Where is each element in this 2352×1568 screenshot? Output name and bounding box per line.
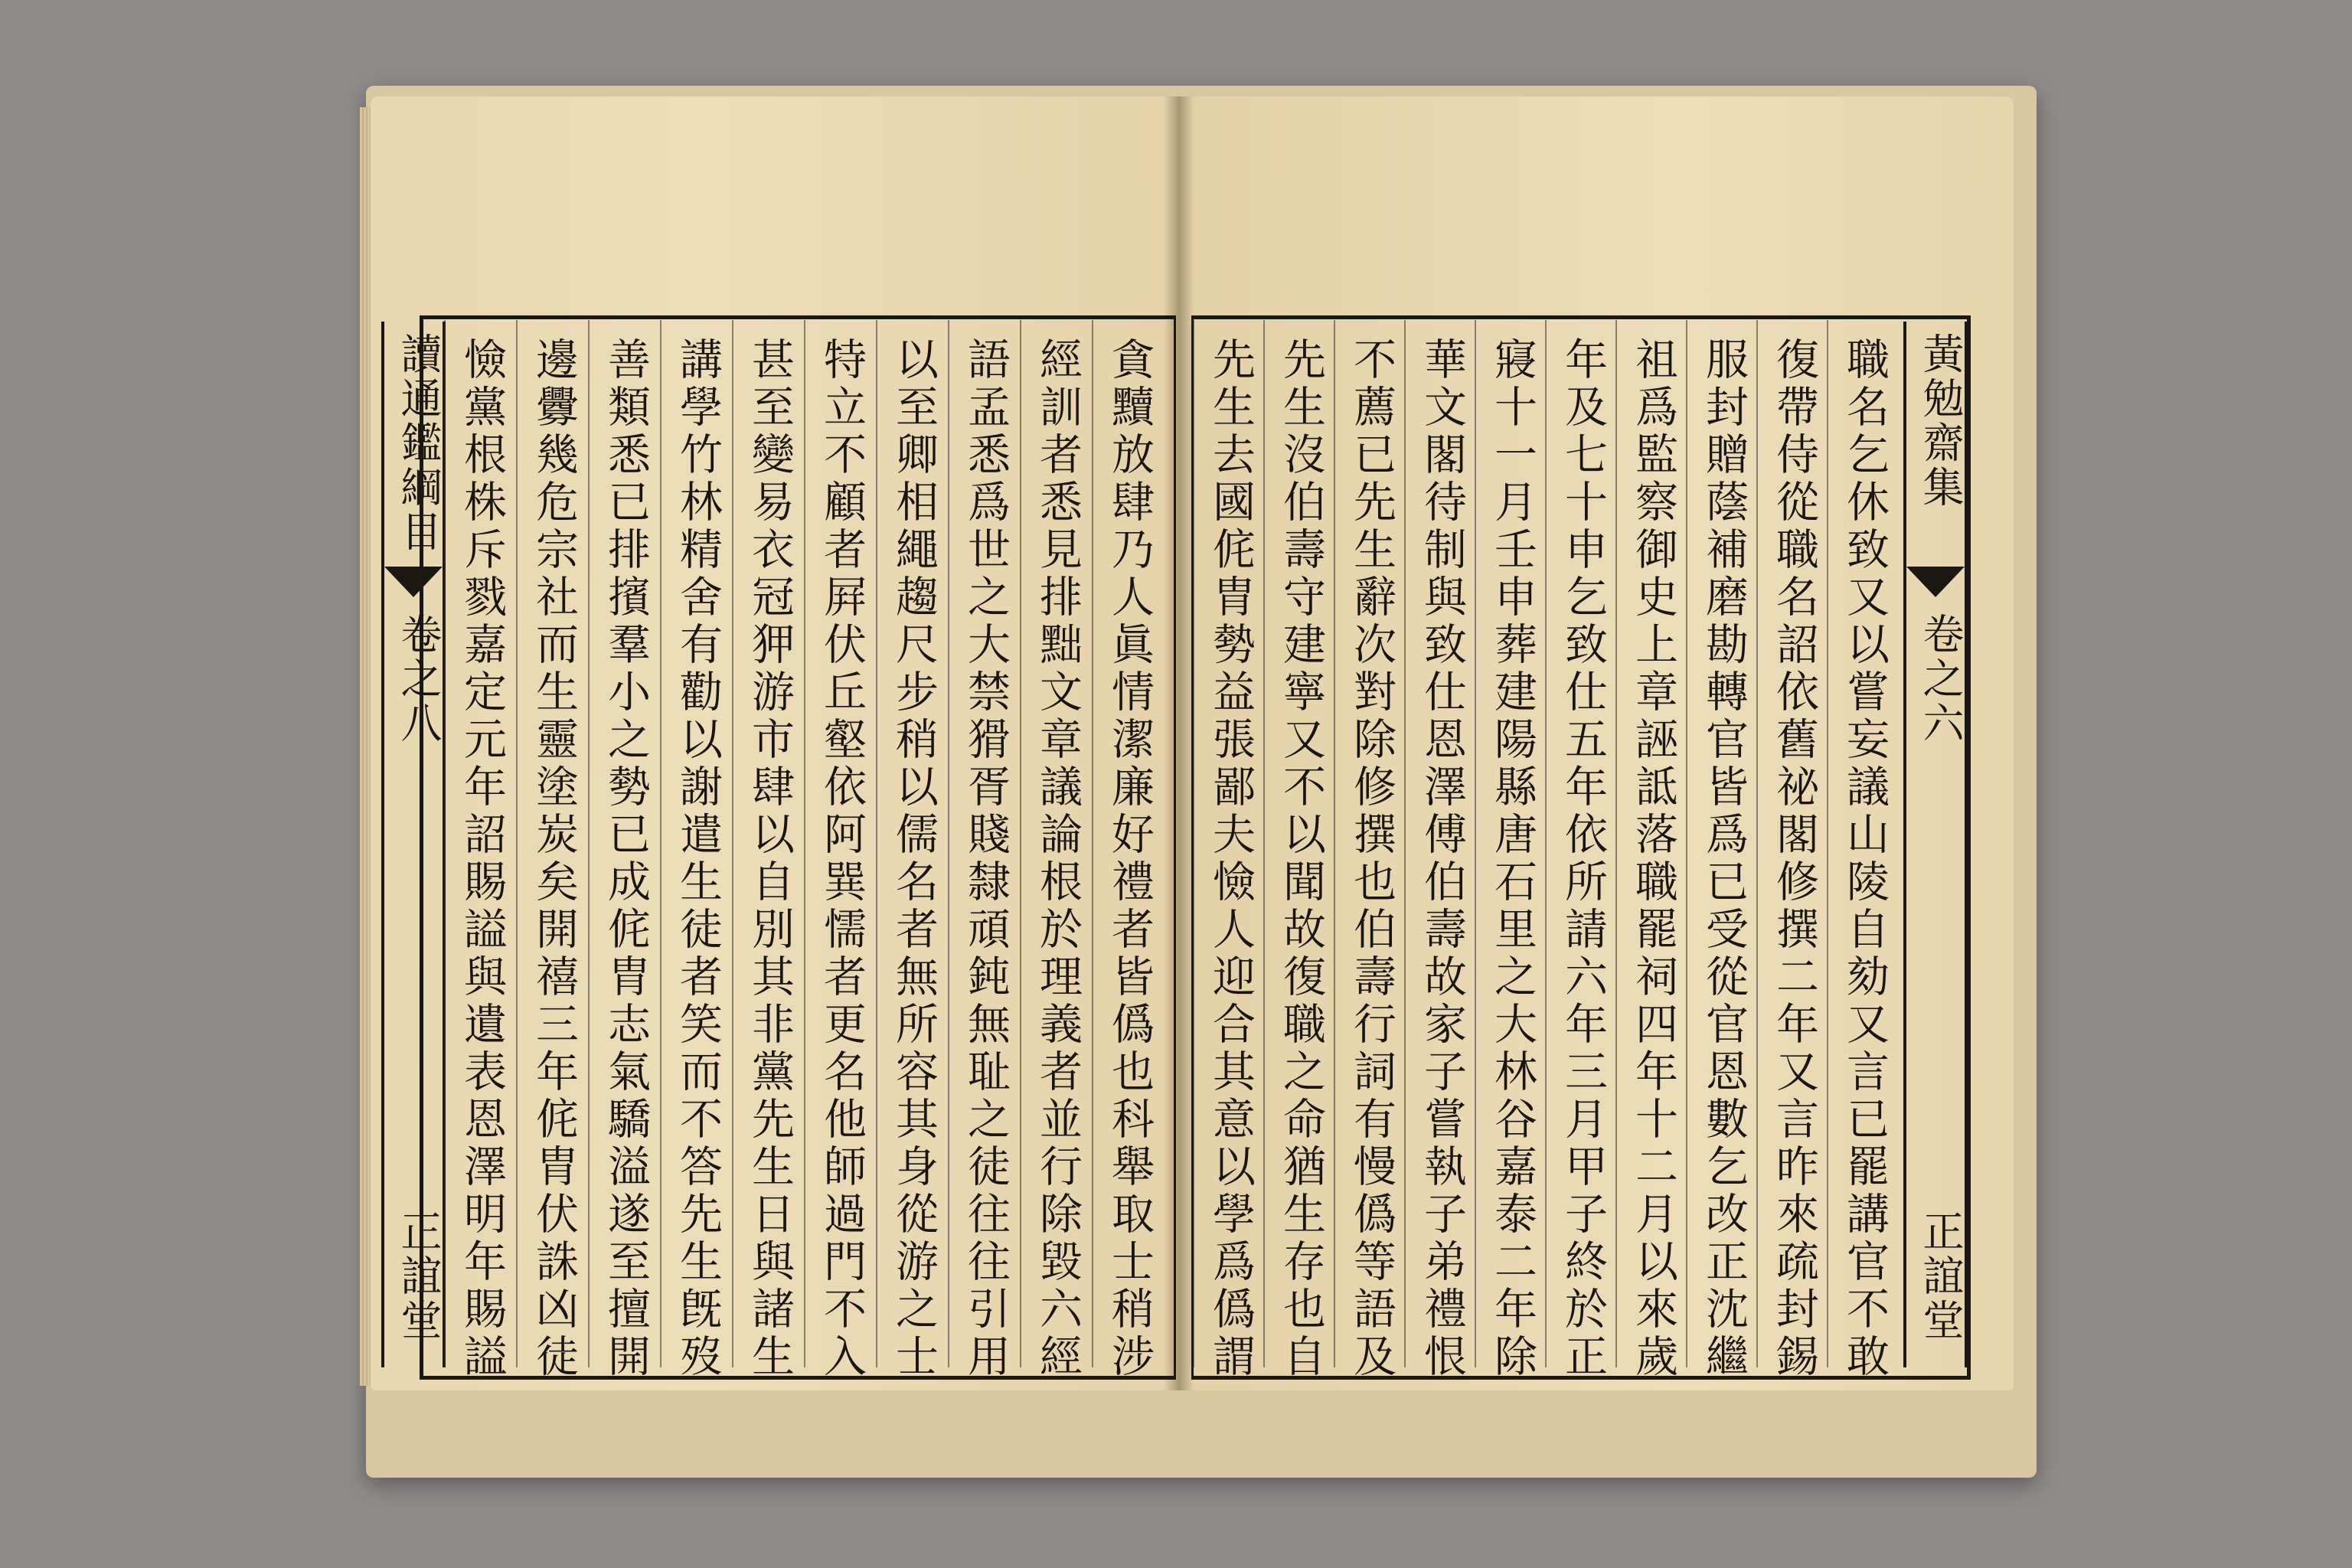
text-column: 貪黷放肆乃人眞情潔廉好禮者皆僞也科舉取士稍涉 [1105, 337, 1155, 1381]
text-column: 年及七十申乞致仕五年依所請六年三月甲子終於正 [1558, 337, 1608, 1381]
column-rule [1475, 320, 1476, 1367]
text-column: 語孟悉爲世之大禁猾胥賤隸頑鈍無耻之徒往往引用 [961, 337, 1011, 1381]
text-column: 甚至變易衣冠狎游市肆以自別其非黨先生日與諸生 [745, 337, 795, 1381]
text-column: 講學竹林精舍有勸以謝遣生徒者笑而不答先生旣歿 [673, 337, 723, 1381]
column-rule [588, 320, 590, 1367]
column-rule [1404, 320, 1406, 1367]
right-fishtail-mark [1906, 567, 1965, 597]
right-margin-volume: 卷之六 [1916, 612, 1965, 746]
column-rule [1020, 320, 1021, 1367]
column-rule [732, 320, 733, 1367]
text-column: 以至卿相繩趨尺步稍以儒名者無所容其身從游之士 [889, 337, 939, 1381]
column-rule [1545, 320, 1547, 1367]
text-column: 寢十一月壬申葬建陽縣唐石里之大林谷嘉泰二年除 [1488, 337, 1537, 1381]
left-margin-hall: 正誼堂 [394, 1210, 443, 1343]
column-rule [660, 320, 662, 1367]
column-rule [1686, 320, 1687, 1367]
column-rule [1334, 320, 1335, 1367]
column-rule [876, 320, 877, 1367]
left-margin-volume: 卷之八 [394, 612, 443, 746]
column-rule [1756, 320, 1758, 1367]
right-page-margin-band [1903, 322, 1968, 1367]
text-column: 服封贈蔭補磨勘轉官皆爲已受從官恩數乞改正沈繼 [1699, 337, 1749, 1381]
column-rule [1827, 320, 1828, 1367]
column-rule [516, 320, 518, 1367]
text-column: 先生沒伯壽守建寧又不以聞故復職之命猶生存也自 [1276, 337, 1326, 1381]
column-rule [1193, 320, 1194, 1367]
column-rule [1092, 320, 1093, 1367]
text-column: 不薦已先生辭次對除修撰也伯壽行詞有慢僞等語及 [1347, 337, 1396, 1381]
left-page-margin-band [381, 322, 446, 1367]
text-column: 華文閣待制與致仕恩澤傅伯壽故家子嘗執子弟禮恨 [1417, 337, 1467, 1381]
text-column: 邊釁幾危宗社而生靈塗炭矣開禧三年侂胄伏誅凶徒 [529, 337, 579, 1381]
text-column: 經訓者悉見排黜文章議論根於理義者並行除毀六經 [1033, 337, 1083, 1381]
left-margin-title: 讀通鑑綱目 [394, 332, 443, 554]
right-margin-hall: 正誼堂 [1916, 1210, 1965, 1343]
text-column: 復帶侍從職名詔依舊祕閣修撰二年又言昨來疏封錫 [1769, 337, 1819, 1381]
column-rule [948, 320, 949, 1367]
text-column: 職名乞休致又以嘗妄議山陵自劾又言已罷講官不敢 [1840, 337, 1890, 1381]
text-column: 憸黨根株斥戮嘉定元年詔賜謚與遺表恩澤明年賜謚 [457, 337, 507, 1381]
column-rule [1263, 320, 1265, 1367]
left-fishtail-mark [384, 567, 443, 597]
text-column: 祖爲監察御史上章誣詆落職罷祠四年十二月以來歲 [1628, 337, 1678, 1381]
text-column: 特立不顧者屛伏丘壑依阿巽懦者更名他師過門不入 [817, 337, 867, 1381]
text-column: 先生去國侂胄勢益張鄙夫憸人迎合其意以學爲僞謂 [1206, 337, 1256, 1381]
column-rule [804, 320, 805, 1367]
column-rule [1615, 320, 1617, 1367]
text-column: 善類悉已排擯羣小之勢已成侂胄志氣驕溢遂至擅開 [601, 337, 651, 1381]
column-rule [444, 320, 446, 1367]
right-margin-title: 黃勉齋集 [1916, 332, 1965, 510]
